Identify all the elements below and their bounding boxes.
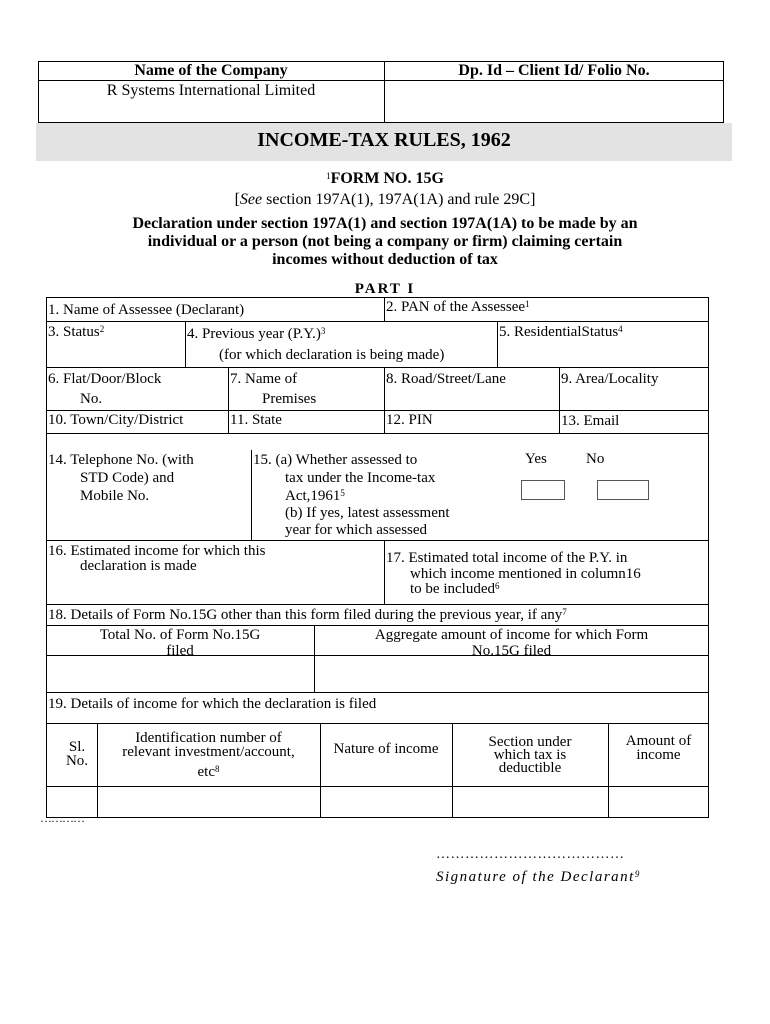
- field-residential-status: 5. ResidentialStatus$^4$: [499, 324, 623, 340]
- field-telephone: 14. Telephone No. (with: [48, 452, 194, 468]
- page-title: INCOME-TAX RULES, 1962: [257, 129, 511, 151]
- header-divider: [38, 80, 724, 81]
- declaration-line-2: individual or a person (not being a company or firm) claiming certain: [147, 233, 623, 250]
- col-sl: Sl.: [68, 739, 86, 755]
- field-income-details: 19. Details of income for which the declaration is filed: [48, 696, 377, 712]
- row-line: [46, 692, 709, 693]
- field-assessed-4: (b) If yes, latest assessment: [285, 505, 450, 521]
- company-label: Name of the Company: [134, 62, 288, 79]
- yes-checkbox[interactable]: [521, 480, 565, 500]
- col-line: [497, 321, 498, 367]
- field-premises-2: Premises: [262, 391, 317, 407]
- col-line: [251, 450, 252, 540]
- row-line: [46, 410, 709, 411]
- field-total-income-2: which income mentioned in column16: [410, 566, 641, 582]
- col-total-forms: Total No. of Form No.15G: [99, 627, 261, 643]
- declaration-line-3: incomes without deduction of tax: [272, 251, 498, 268]
- field-road: 8. Road/Street/Lane: [386, 371, 506, 387]
- col-section: Section under: [488, 734, 572, 750]
- row-line: [46, 367, 709, 368]
- field-other-forms: 18. Details of Form No.15G other than this form filed during the previous year, if any$^7$: [48, 607, 567, 623]
- row-line: [46, 625, 709, 626]
- left-dots: …………: [40, 811, 84, 825]
- form-number: $^1$FORM NO. 15G: [326, 170, 444, 187]
- field-pin: 12. PIN: [386, 412, 433, 428]
- yes-label: Yes: [525, 451, 547, 467]
- col-identification: Identification number of: [135, 730, 282, 746]
- row-line: [46, 321, 709, 322]
- field-name-of-assessee: 1. Name of Assessee (Declarant): [48, 302, 245, 318]
- form-see-line: [See section 197A(1), 197A(1A) and rule 29C]: [234, 191, 536, 208]
- field-flat-door: 6. Flat/Door/Block: [48, 371, 162, 387]
- field-status: 3. Status$^2$: [48, 324, 105, 340]
- col-identification-2: relevant investment/account,: [122, 744, 295, 760]
- field-assessed-5: year for which assessed: [285, 522, 428, 538]
- col-aggregate-2-clip: [314, 643, 709, 655]
- field-assessed-3: Act,1961$^5$: [285, 488, 345, 504]
- dp-label: Dp. Id – Client Id/ Folio No.: [458, 62, 650, 79]
- total-forms-input[interactable]: [47, 656, 313, 691]
- row-line: [46, 433, 709, 434]
- dp-value-field[interactable]: [386, 82, 722, 120]
- signature-label: Signature of the Declarant$^9$: [436, 869, 641, 885]
- col-total-forms-2-clip: [46, 643, 314, 655]
- income-row-input[interactable]: [47, 787, 708, 817]
- col-line: [185, 321, 186, 367]
- aggregate-input[interactable]: [315, 656, 708, 691]
- row-line: [46, 723, 709, 724]
- col-nature: Nature of income: [333, 741, 439, 757]
- field-previous-year-note: (for which declaration is being made): [219, 347, 445, 363]
- no-label: No: [586, 451, 605, 467]
- field-total-income: 17. Estimated total income of the P.Y. in: [386, 550, 628, 566]
- part-heading: PART I: [354, 281, 416, 297]
- col-aggregate-2: No.15G filed: [471, 643, 552, 655]
- col-amount: Amount of: [625, 733, 692, 749]
- field-area: 9. Area/Locality: [561, 371, 659, 387]
- company-value: R Systems International Limited: [106, 82, 316, 99]
- declaration-line-1: Declaration under section 197A(1) and section 197A(1A) to be made by an: [132, 215, 638, 232]
- col-aggregate: Aggregate amount of income for which Form: [374, 627, 649, 643]
- field-premises: 7. Name of: [230, 371, 298, 387]
- field-assessed-2: tax under the Income-tax: [285, 470, 436, 486]
- no-checkbox[interactable]: [597, 480, 649, 500]
- col-line: [384, 297, 385, 321]
- signature-dots: …………………………………: [436, 847, 625, 862]
- field-state: 11. State: [230, 412, 282, 428]
- field-estimated-income-2: declaration is made: [80, 558, 197, 574]
- col-section-2: which tax is: [493, 747, 567, 763]
- field-assessed: 15. (a) Whether assessed to: [253, 452, 418, 468]
- field-previous-year: 4. Previous year $(P.Y.)^3$: [187, 326, 326, 342]
- field-total-income-3: to be included$^6$: [410, 581, 500, 597]
- col-total-forms-2: filed: [166, 643, 194, 655]
- field-pan: 2. PAN of the Assessee$^1$: [386, 299, 530, 315]
- col-sl-2: No.: [65, 753, 89, 769]
- col-line: [384, 540, 385, 604]
- col-line: [228, 367, 229, 433]
- row-line: [46, 604, 709, 605]
- field-flat-door-2: No.: [80, 391, 103, 407]
- field-telephone-2: STD Code) and: [80, 470, 175, 486]
- field-estimated-income: 16. Estimated income for which this: [48, 543, 266, 559]
- col-section-3: deductible: [498, 760, 562, 776]
- col-amount-2: income: [636, 747, 681, 763]
- field-town: 10. Town/City/District: [48, 412, 184, 428]
- col-line: [559, 367, 560, 433]
- row-line: [46, 540, 709, 541]
- col-identification-3: etc$^8$: [197, 764, 220, 780]
- col-line: [384, 367, 385, 433]
- field-telephone-3: Mobile No.: [80, 488, 150, 504]
- field-email: 13. Email: [561, 413, 620, 429]
